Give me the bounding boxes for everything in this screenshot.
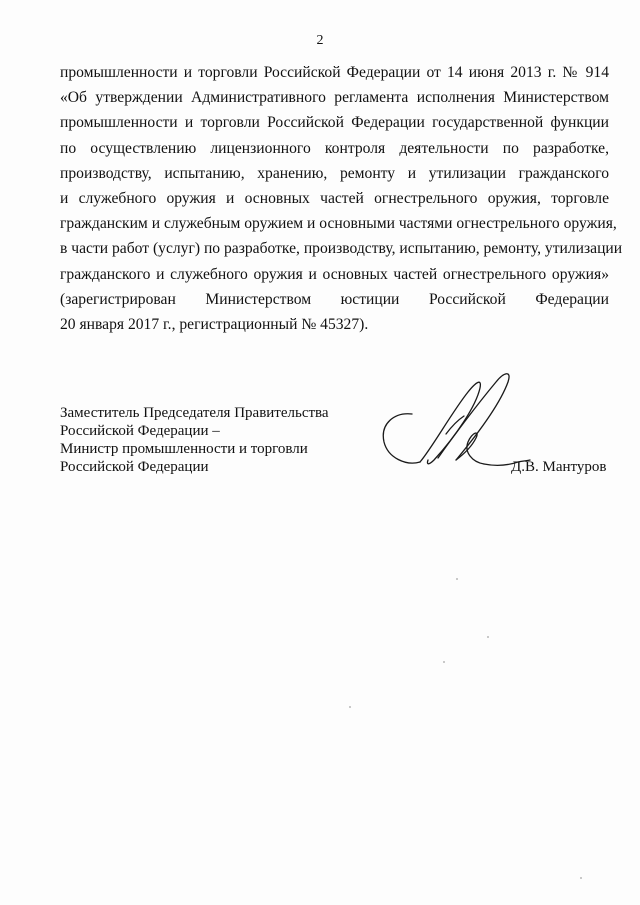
paragraph-line: гражданского и служебного оружия и основных частей огнестрельного оружия» [60, 265, 609, 283]
paragraph-line: гражданским и служебным оружием и основными частями огнестрельного оружия, [60, 215, 617, 233]
paragraph-line: (зарегистрирован Министерством юстиции Российской Федерации [60, 290, 609, 308]
scan-speck [349, 706, 351, 708]
paragraph-line: производству, испытанию, хранению, ремонту и утилизации гражданского [60, 164, 609, 182]
scan-speck [456, 578, 458, 580]
handwritten-signature [372, 362, 532, 482]
signatory-title-line: Российской Федерации – [60, 423, 220, 439]
paragraph-line: промышленности и торговли Российской Федерации государственной функции [60, 114, 609, 132]
paragraph-line: «Об утверждении Административного регламента исполнения Министерством [60, 89, 609, 107]
paragraph-line: промышленности и торговли Российской Федерации от 14 июня 2013 г. № 914 [60, 64, 609, 81]
paragraph-line: и служебного оружия и основных частей огнестрельного оружия, торговле [60, 190, 609, 208]
paragraph-line: в части работ (услуг) по разработке, производству, испытанию, ремонту, утилизации [60, 240, 623, 258]
paragraph-line: 20 января 2017 г., регистрационный № 45327). [60, 316, 369, 334]
page-number: 2 [316, 33, 324, 48]
signatory-title-line: Министр промышленности и торговли [60, 441, 308, 457]
signatory-title-line: Заместитель Председателя Правительства [60, 405, 329, 421]
signatory-name: Д.В. Мантуров [511, 459, 607, 475]
scan-speck [580, 877, 582, 879]
signatory-title [60, 404, 360, 476]
paragraph-line: по осуществлению лицензионного контроля деятельности по разработке, [60, 139, 609, 157]
body-paragraph [60, 60, 623, 337]
signatory-title-line: Российской Федерации [60, 459, 209, 475]
scan-speck [487, 636, 489, 638]
scan-speck [443, 661, 445, 663]
